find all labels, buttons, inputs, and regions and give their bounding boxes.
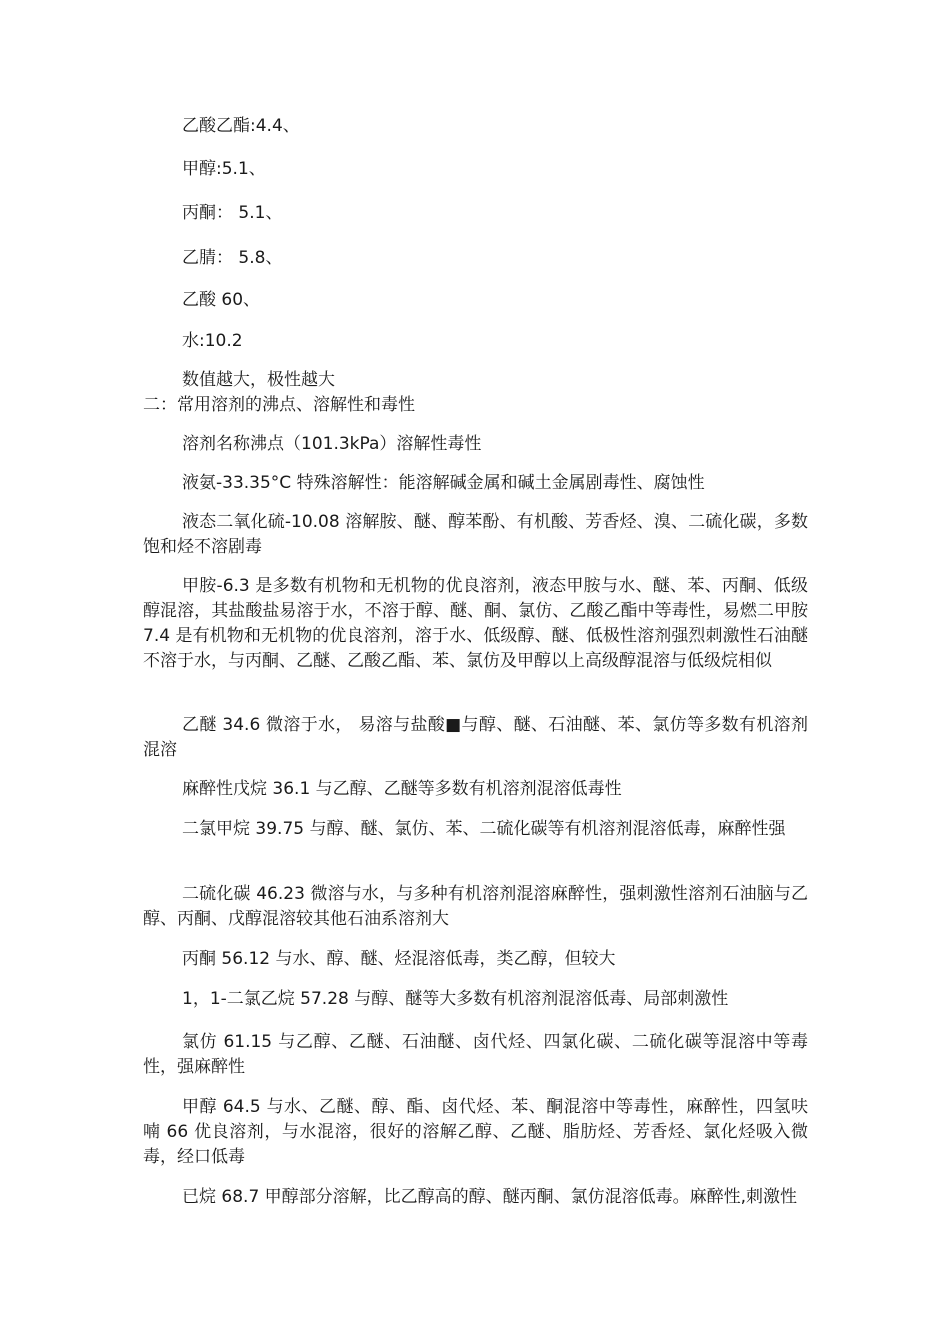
polarity-item-acetone: 丙酮： 5.1、 bbox=[182, 203, 283, 223]
entry-diethyl-ether: 乙醚 34.6 微溶于水， 易溶与盐酸■与醇、醚、石油醚、苯、氯仿等多数有机溶剂混溶 bbox=[143, 715, 808, 760]
entry-dichloroethane: 1，1-二氯乙烷 57.28 与醇、醚等大多数有机溶剂混溶低毒、局部刺激性 bbox=[182, 989, 729, 1009]
polarity-item-acetonitrile: 乙腈： 5.8、 bbox=[182, 248, 283, 268]
entry-dichloromethane: 二氯甲烷 39.75 与醇、醚、氯仿、苯、二硫化碳等有机溶剂混溶低毒，麻醉性强 bbox=[182, 819, 786, 839]
section-heading: 二：常用溶剂的沸点、溶解性和毒性 bbox=[143, 395, 415, 415]
entry-carbon-disulfide: 二硫化碳 46.23 微溶与水，与多种有机溶剂混溶麻醉性，强刺激性溶剂石油脑与乙醇、丙酮、戊醇混溶较其他石油系溶剂大 bbox=[143, 884, 808, 929]
entry-chloroform: 氯仿 61.15 与乙醇、乙醚、石油醚、卤代烃、四氯化碳、二硫化碳等混溶中等毒性，强麻醉性 bbox=[143, 1032, 808, 1077]
table-header: 溶剂名称沸点（101.3kPa）溶解性毒性 bbox=[182, 434, 482, 454]
entry-liquid-ammonia: 液氨-33.35°C 特殊溶解性：能溶解碱金属和碱土金属剧毒性、腐蚀性 bbox=[182, 473, 705, 493]
entry-methanol-thf: 甲醇 64.5 与水、乙醚、醇、酯、卤代烃、苯、酮混溶中等毒性，麻醉性，四氢呋喃 66 优良溶剂，与水混溶，很好的溶解乙醇、乙醚、脂肪烃、芳香烃、氯化烃吸入微毒，经口低毒 bbox=[143, 1097, 808, 1167]
entry-liquid-sulfur-dioxide: 液态二氧化硫-10.08 溶解胺、醚、醇苯酚、有机酸、芳香烃、溴、二硫化碳，多数饱和烃不溶剧毒 bbox=[143, 512, 808, 557]
entry-acetone: 丙酮 56.12 与水、醇、醚、烃混溶低毒，类乙醇，但较大 bbox=[182, 949, 616, 969]
polarity-item-methanol: 甲醇:5.1、 bbox=[182, 159, 266, 179]
polarity-note: 数值越大，极性越大 bbox=[182, 370, 335, 390]
entry-pentane: 麻醉性戊烷 36.1 与乙醇、乙醚等多数有机溶剂混溶低毒性 bbox=[182, 779, 622, 799]
entry-hexane: 已烷 68.7 甲醇部分溶解，比乙醇高的醇、醚丙酮、氯仿混溶低毒。麻醉性,刺激性 bbox=[182, 1187, 798, 1207]
entry-methylamine: 甲胺-6.3 是多数有机物和无机物的优良溶剂，液态甲胺与水、醚、苯、丙酮、低级醇混溶，其盐酸盐易溶于水，不溶于醇、醚、酮、氯仿、乙酸乙酯中等毒性，易燃二甲胺 7.4 是有机物和无机物的优良溶剂，溶于水、低级醇、醚、低极性溶剂强烈刺激性石油醚不溶于水，与丙酮、乙醚、乙酸乙酯、苯、氯仿及甲醇以上高级醇混溶与低级烷相似 bbox=[143, 576, 808, 671]
polarity-item-water: 水:10.2 bbox=[182, 331, 243, 351]
polarity-item-ethyl-acetate: 乙酸乙酯:4.4、 bbox=[182, 116, 300, 136]
polarity-item-acetic-acid: 乙酸 60、 bbox=[182, 290, 261, 310]
